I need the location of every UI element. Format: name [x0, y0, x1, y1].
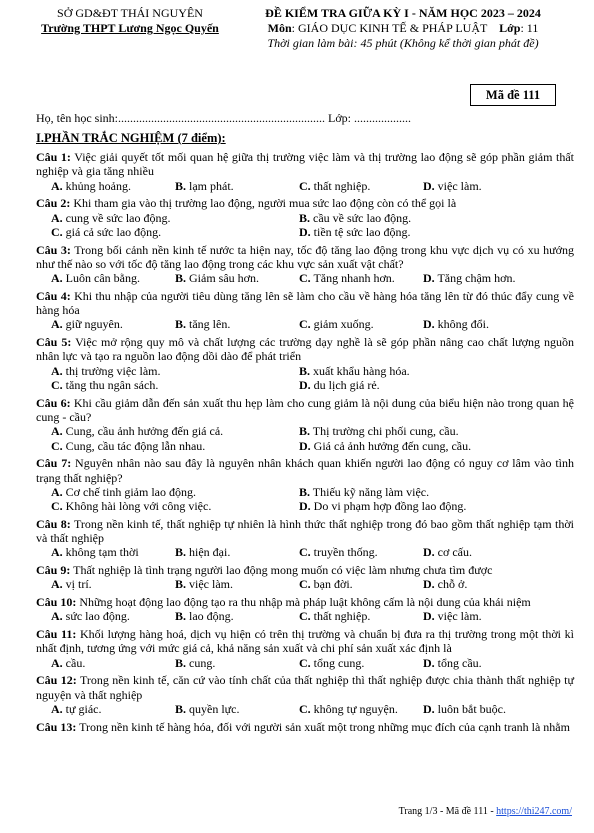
- exam-code-box: Mã đề 111: [470, 84, 556, 106]
- option-letter: C.: [51, 499, 63, 514]
- option-letter: D.: [299, 438, 311, 453]
- option-text: tăng lên.: [186, 317, 231, 332]
- question-text: Những hoạt động lao động tạo ra thu nhập mà pháp luật không cấm là nội dung của khái niệm: [76, 595, 531, 610]
- answer-options: [36, 577, 574, 591]
- answer-option: [51, 656, 175, 670]
- answer-option: [299, 211, 547, 225]
- option-letter: C.: [51, 378, 63, 393]
- question-item: [36, 150, 574, 193]
- answer-option: [51, 211, 299, 225]
- grade-value: : 11: [520, 21, 539, 35]
- option-text: du lịch giá rẻ.: [310, 378, 380, 393]
- answer-options: [36, 317, 574, 331]
- option-letter: C.: [51, 438, 63, 453]
- question-stem: [36, 673, 574, 702]
- answer-option: [51, 364, 299, 378]
- option-letter: A.: [51, 363, 63, 378]
- section-title: I.PHẦN TRẮC NGHIỆM (7 điểm):: [36, 131, 226, 145]
- option-letter: B.: [299, 484, 311, 499]
- answer-option: [175, 545, 299, 559]
- answer-option: [51, 317, 175, 331]
- answer-options: [36, 485, 574, 514]
- option-letter: D.: [423, 655, 435, 670]
- question-item: [36, 396, 574, 453]
- answer-option: [175, 317, 299, 331]
- option-text: truyền thống.: [310, 545, 378, 560]
- option-letter: B.: [175, 178, 187, 193]
- option-text: sức lao động.: [62, 609, 130, 624]
- option-text: tự giác.: [62, 701, 102, 716]
- option-letter: A.: [51, 424, 63, 439]
- answer-options: [36, 364, 574, 393]
- option-letter: A.: [51, 609, 63, 624]
- answer-option: [51, 424, 299, 438]
- question-text: Việc mở rộng quy mô và chất lượng các trường dạy nghề là sẽ góp phần nâng cao chất lượng nguồn nhân lực và tạo ra nguồn lao động dồi dào để phát triển: [36, 335, 574, 364]
- option-text: việc làm.: [434, 178, 482, 193]
- option-letter: C.: [299, 317, 311, 332]
- option-letter: A.: [51, 577, 63, 592]
- answer-option: [299, 577, 423, 591]
- option-letter: B.: [175, 701, 187, 716]
- subject-name: : GIÁO DỤC KINH TẾ & PHÁP LUẬT: [291, 21, 488, 35]
- answer-option: [175, 271, 299, 285]
- option-text: giá cả sức lao động.: [62, 224, 162, 239]
- answer-option: [299, 225, 547, 239]
- option-text: giảm xuống.: [310, 317, 374, 332]
- answer-option: [423, 179, 547, 193]
- option-letter: A.: [51, 655, 63, 670]
- question-item: [36, 196, 574, 239]
- answer-option: [423, 577, 547, 591]
- answer-option: [299, 424, 547, 438]
- answer-option: [51, 271, 175, 285]
- answer-options: [36, 424, 574, 453]
- question-stem: [36, 243, 574, 272]
- option-text: cung về sức lao động.: [62, 210, 171, 225]
- answer-option: [299, 317, 423, 331]
- option-text: Cung, cầu ảnh hưởng đến giá cả.: [62, 424, 224, 439]
- answer-options: [36, 702, 574, 716]
- question-item: [36, 595, 574, 624]
- answer-options: [36, 609, 574, 623]
- option-text: Thiếu kỹ năng làm việc.: [310, 484, 430, 499]
- answer-option: [299, 271, 423, 285]
- question-number: Câu 13:: [36, 719, 77, 734]
- answer-option: [51, 225, 299, 239]
- footer-text: Trang 1/3 - Mã đề 111 -: [398, 806, 497, 817]
- option-text: cầu.: [62, 655, 86, 670]
- option-letter: C.: [299, 271, 311, 286]
- answer-option: [423, 702, 547, 716]
- option-text: xuất khẩu hàng hóa.: [310, 363, 410, 378]
- option-text: bạn đời.: [310, 577, 353, 592]
- answer-option: [299, 378, 547, 392]
- question-text: Trong nền kinh tế hàng hóa, đối với người sản xuất một trong những mục đích của cạnh tranh là nhằm: [76, 719, 570, 734]
- option-letter: D.: [423, 271, 435, 286]
- question-item: [36, 335, 574, 392]
- question-item: [36, 673, 574, 716]
- question-text: Khi cầu giảm dẫn đến sản xuất thu hẹp làm cho cung giảm là nội dung của biểu hiện nào trong quan hệ cung - cầu?: [36, 395, 574, 424]
- option-letter: B.: [175, 317, 187, 332]
- option-letter: C.: [299, 655, 311, 670]
- question-item: [36, 456, 574, 513]
- answer-option: [299, 545, 423, 559]
- question-stem: [36, 627, 574, 656]
- option-letter: B.: [299, 424, 311, 439]
- option-text: tăng thu ngân sách.: [62, 378, 159, 393]
- option-text: tiền tệ sức lao động.: [310, 224, 411, 239]
- answer-options: [36, 545, 574, 559]
- answer-option: [175, 609, 299, 623]
- question-text: Trong bối cảnh nền kinh tế nước ta hiện nay, tốc độ tăng lao động trong khu vực dịch vụ có xu hướng như thế nào so với tốc độ tăng lao động trong các khu vực sản xuất vật chất?: [36, 242, 574, 271]
- answer-option: [423, 656, 547, 670]
- option-text: tổng cầu.: [434, 655, 482, 670]
- option-text: không tự nguyện.: [310, 701, 398, 716]
- answer-option: [299, 364, 547, 378]
- answer-option: [423, 317, 547, 331]
- option-text: Do vi phạm hợp đồng lao động.: [310, 499, 467, 514]
- option-text: Tăng chậm hơn.: [434, 271, 516, 286]
- option-text: Cung, cầu tác động lẫn nhau.: [62, 438, 206, 453]
- option-letter: D.: [299, 224, 311, 239]
- option-text: không đổi.: [434, 317, 490, 332]
- option-letter: B.: [175, 577, 187, 592]
- option-letter: D.: [423, 317, 435, 332]
- question-stem: [36, 196, 574, 210]
- question-text: Thất nghiệp là tình trạng người lao động mong muốn có việc làm nhưng chưa tìm được: [70, 563, 493, 578]
- question-number: Câu 6:: [36, 395, 71, 410]
- question-stem: [36, 335, 574, 364]
- option-letter: C.: [299, 178, 311, 193]
- option-text: chỗ ở.: [434, 577, 468, 592]
- option-letter: C.: [299, 577, 311, 592]
- question-text: Trong nền kinh tế, căn cứ vào tính chất của thất nghiệp thì thất nghiệp được chia thành thất nghiệp tự nguyện và thất nghiệp: [36, 673, 574, 702]
- answer-option: [51, 485, 299, 499]
- school-name: Trường THPT Lương Ngọc Quyến: [41, 21, 219, 35]
- option-letter: C.: [299, 545, 311, 560]
- option-letter: B.: [299, 210, 311, 225]
- option-text: thất nghiệp.: [310, 178, 371, 193]
- option-letter: B.: [175, 655, 187, 670]
- option-text: Giá cả ảnh hưởng đến cung, cầu.: [310, 438, 472, 453]
- option-letter: D.: [299, 378, 311, 393]
- question-text: Nguyên nhân nào sau đây là nguyên nhân khách quan khiến người lao động có nguy cơ lâm vào tình trạng thất nghiệp?: [36, 456, 575, 485]
- answer-option: [299, 702, 423, 716]
- option-text: Không hài lòng với công việc.: [62, 499, 212, 514]
- option-letter: B.: [299, 363, 311, 378]
- answer-option: [175, 179, 299, 193]
- header-right: [238, 6, 568, 51]
- question-number: Câu 3:: [36, 242, 71, 257]
- question-stem: [36, 720, 574, 734]
- question-text: Trong nền kinh tế, thất nghiệp tự nhiên là hình thức thất nghiệp trong đó bao gồm thất nghiệp tạm thời và thất nghiệp: [36, 516, 574, 546]
- department-name: SỞ GD&ĐT THÁI NGUYÊN: [57, 6, 203, 20]
- question-stem: [36, 517, 574, 546]
- question-number: Câu 8:: [36, 516, 71, 531]
- answer-option: [51, 439, 299, 453]
- question-item: [36, 289, 574, 332]
- answer-option: [51, 577, 175, 591]
- question-text: Khối lượng hàng hoá, dịch vụ hiện có trên thị trường và chuẩn bị đưa ra thị trường trong một thời kì nhất định, tương ứng với mức giá cả, khả năng sản xuất và chi phí sản xuất xác định là: [36, 627, 574, 656]
- question-text: Khi thu nhập của người tiêu dùng tăng lên sẽ làm cho cầu về hàng hóa tăng lên từ đó thúc đẩy cung về hàng hóa: [36, 288, 574, 318]
- subject-label: Môn: [267, 21, 292, 35]
- option-text: Cơ chế tinh giảm lao động.: [62, 484, 196, 499]
- question-number: Câu 1:: [36, 150, 71, 164]
- option-text: lạm phát.: [186, 178, 234, 193]
- answer-options: [36, 656, 574, 670]
- answer-option: [175, 702, 299, 716]
- option-letter: D.: [423, 178, 435, 193]
- answer-options: [36, 271, 574, 285]
- answer-option: [299, 656, 423, 670]
- option-text: Tăng nhanh hơn.: [310, 271, 395, 286]
- answer-option: [51, 378, 299, 392]
- option-text: thất nghiệp.: [310, 609, 371, 624]
- option-text: khủng hoảng.: [62, 178, 131, 193]
- option-letter: C.: [51, 224, 63, 239]
- question-stem: [36, 456, 574, 485]
- option-letter: A.: [51, 210, 63, 225]
- option-letter: A.: [51, 545, 63, 560]
- answer-option: [51, 499, 299, 513]
- option-letter: B.: [175, 609, 187, 624]
- option-text: thị trường việc làm.: [62, 363, 161, 378]
- answer-option: [51, 609, 175, 623]
- question-stem: [36, 396, 574, 425]
- option-letter: A.: [51, 317, 63, 332]
- option-text: giữ nguyên.: [62, 317, 123, 332]
- question-item: [36, 627, 574, 670]
- question-number: Câu 12:: [36, 673, 77, 688]
- question-item: [36, 243, 574, 286]
- answer-option: [423, 271, 547, 285]
- question-stem: [36, 563, 574, 577]
- question-item: [36, 517, 574, 560]
- exam-title: ĐỀ KIỂM TRA GIỮA KỲ I - NĂM HỌC 2023 – 2024: [265, 6, 541, 20]
- option-letter: C.: [299, 609, 311, 624]
- header-left: [30, 6, 230, 36]
- question-number: Câu 2:: [36, 196, 71, 211]
- answer-option: [423, 545, 547, 559]
- question-stem: [36, 595, 574, 609]
- answer-option: [299, 499, 547, 513]
- question-number: Câu 7:: [36, 456, 72, 471]
- question-stem: [36, 150, 574, 179]
- option-text: việc làm.: [186, 577, 233, 592]
- option-text: cầu về sức lao động.: [310, 210, 412, 225]
- footer-link[interactable]: https://thi247.com/: [496, 806, 572, 817]
- option-letter: A.: [51, 271, 63, 286]
- option-text: lao động.: [186, 609, 234, 624]
- answer-option: [423, 609, 547, 623]
- option-letter: B.: [175, 545, 187, 560]
- answer-option: [299, 439, 547, 453]
- option-text: luôn bắt buộc.: [434, 701, 506, 716]
- answer-option: [299, 179, 423, 193]
- answer-option: [175, 577, 299, 591]
- student-info-line: Họ, tên học sinh:..................................................................... Lớp: ...................: [36, 111, 411, 125]
- page-footer: [399, 806, 572, 817]
- question-number: Câu 9:: [36, 563, 71, 578]
- option-text: quyền lực.: [186, 701, 240, 716]
- answer-option: [51, 702, 175, 716]
- question-stem: [36, 289, 574, 318]
- question-list: [36, 150, 574, 737]
- option-letter: D.: [423, 545, 435, 560]
- option-text: cơ cấu.: [434, 545, 472, 560]
- option-letter: A.: [51, 701, 63, 716]
- option-text: Thị trường chi phối cung, cầu.: [310, 424, 459, 439]
- option-text: hiện đại.: [186, 545, 231, 560]
- subject-line: [238, 21, 568, 36]
- question-number: Câu 11:: [36, 627, 77, 642]
- question-number: Câu 5:: [36, 335, 72, 350]
- question-item: [36, 563, 574, 592]
- option-text: Luôn cân bằng.: [62, 271, 140, 286]
- option-text: Giảm sâu hơn.: [186, 271, 260, 286]
- option-letter: D.: [423, 577, 435, 592]
- option-text: việc làm.: [434, 609, 482, 624]
- option-letter: D.: [423, 701, 435, 716]
- grade-label: Lớp: [499, 21, 521, 35]
- option-text: không tạm thời: [62, 545, 139, 560]
- question-item: [36, 720, 574, 734]
- question-number: Câu 4:: [36, 288, 71, 303]
- question-text: Việc giải quyết tốt mối quan hệ giữa thị trường việc làm và thị trường lao động sẽ góp phần giảm thất nghiệp và gia tăng nhiều: [36, 150, 575, 179]
- option-letter: D.: [299, 499, 311, 514]
- answer-options: [36, 211, 574, 240]
- question-number: Câu 10:: [36, 595, 77, 610]
- answer-option: [51, 179, 175, 193]
- question-text: Khi tham gia vào thị trường lao động, người mua sức lao động còn có thể gọi là: [70, 196, 457, 211]
- answer-option: [175, 656, 299, 670]
- answer-option: [51, 545, 175, 559]
- time-info: Thời gian làm bài: 45 phút (Không kể thời gian phát đề): [267, 36, 539, 50]
- option-letter: A.: [51, 484, 63, 499]
- option-text: cung.: [186, 655, 216, 670]
- option-text: tổng cung.: [310, 655, 365, 670]
- option-letter: B.: [175, 271, 187, 286]
- option-letter: C.: [299, 701, 311, 716]
- answer-option: [299, 485, 547, 499]
- option-text: vị trí.: [62, 577, 92, 592]
- option-letter: D.: [423, 609, 435, 624]
- option-letter: A.: [51, 178, 63, 193]
- answer-options: [36, 179, 574, 193]
- answer-option: [299, 609, 423, 623]
